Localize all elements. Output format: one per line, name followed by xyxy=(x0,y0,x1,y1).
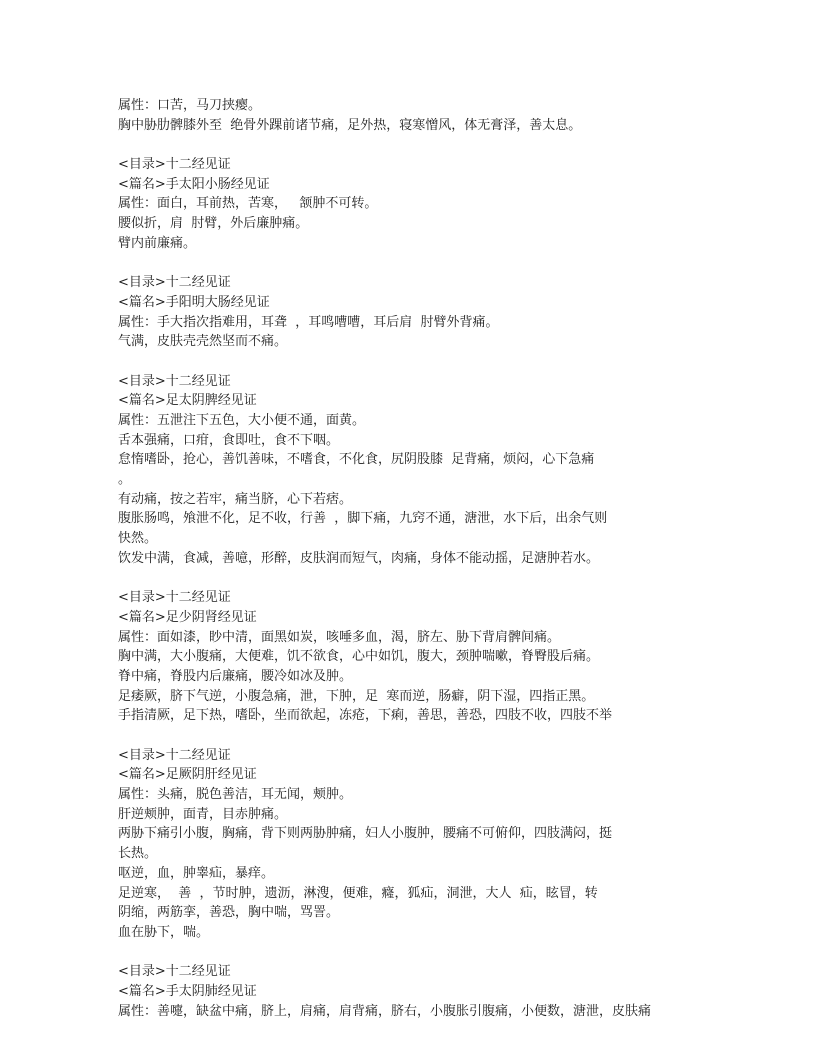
text-line: <目录>十二经见证 xyxy=(118,373,231,389)
text-line: <篇名>手阳明大肠经见证 xyxy=(118,294,270,310)
blank-line xyxy=(118,569,718,589)
text-line: 气满，皮肤壳壳然坚而不痛。 xyxy=(118,334,288,350)
text-line: 快然。 xyxy=(118,531,158,547)
text-line: 手指清厥，足下热，嗜卧，坐而欲起，冻疮，下痢，善思，善恐，四肢不收，四肢不举 xyxy=(118,708,613,724)
text-line: 足逆寒， 善 ，节时肿，遗沥，淋溲，便难，癃，狐疝，洞泄，大人 疝，眩冒，转 xyxy=(118,885,598,901)
text-line: 舌本强痛，口疳，食即吐，食不下咽。 xyxy=(118,432,340,448)
text-line: 足痿厥，脐下气逆，小腹急痛，泄，下肿，足 寒而逆，肠癖，阴下湿，四指正黑。 xyxy=(118,688,595,704)
text-line: 阴缩，两筋挛，善恐，胸中喘，骂詈。 xyxy=(118,905,340,921)
blank-line xyxy=(118,254,718,274)
text-line: 血在胁下，喘。 xyxy=(118,924,210,940)
blank-line xyxy=(118,135,718,155)
text-line: 属性：头痛，脱色善洁，耳无闻，颊肿。 xyxy=(118,787,353,803)
text-line: <目录>十二经见证 xyxy=(118,964,231,980)
text-line: 属性：面白，耳前热，苦寒， 颔肿不可转。 xyxy=(118,196,378,212)
text-line: 属性：五泄注下五色，大小便不通，面黄。 xyxy=(118,413,366,428)
text-line: 怠惰嗜卧，抢心，善饥善味，不嗜食，不化食，尻阴股膝 足背痛，烦闷，心下急痛 xyxy=(118,452,595,468)
text-line: 饮发中满，食减，善噫，形醉，皮肤润而短气，肉痛，身体不能动摇，足溏肿若水。 xyxy=(118,550,600,566)
text-line: 有动痛，按之若牢，痛当脐，心下若痞。 xyxy=(118,491,353,507)
blank-line xyxy=(118,352,718,372)
text-line: <篇名>足太阴脾经见证 xyxy=(118,393,257,409)
text-line: <篇名>足少阴肾经见证 xyxy=(118,609,257,625)
text-line: 属性：手大指次指难用，耳聋 ，耳鸣嘈嘈，耳后肩 肘臂外背痛。 xyxy=(118,314,499,330)
text-line: <目录>十二经见证 xyxy=(118,590,231,606)
text-line: 肝逆颊肿，面青，目赤肿痛。 xyxy=(118,806,288,822)
text-line: 脊中痛，脊股内后廉痛，腰冷如冰及肿。 xyxy=(118,668,353,684)
text-line: 腹胀肠鸣，飧泄不化，足不收，行善 ，脚下痛，九窍不通，溏泄，水下后，出余气则 xyxy=(118,511,608,527)
text-line: 。 xyxy=(118,472,132,488)
text-line: <篇名>手太阳小肠经见证 xyxy=(118,176,270,192)
text-line: 两胁下痛引小腹，胸痛，背下则两胁肿痛，妇人小腹肿，腰痛不可俯仰，四肢满闷，挺 xyxy=(118,826,613,842)
blank-line xyxy=(118,943,718,963)
text-line: <篇名>足厥阴肝经见证 xyxy=(118,767,257,783)
text-line: 属性：口苦，马刀挟瘿。 xyxy=(118,98,262,113)
text-line: 属性：面如漆，眇中清，面黑如炭，咳唾多血，渴，脐左、胁下背肩髀间痛。 xyxy=(118,629,561,645)
blank-line xyxy=(118,726,718,746)
text-line: <目录>十二经见证 xyxy=(118,747,231,763)
text-line: 长热。 xyxy=(118,846,158,862)
text-line: 属性：善嚏，缺盆中痛，脐上，肩痛，肩背痛，脐右，小腹胀引腹痛，小便数，溏泄，皮肤痛 xyxy=(118,1003,652,1019)
text-line: <目录>十二经见证 xyxy=(118,157,231,173)
document-page xyxy=(118,96,718,1021)
text-line: 臂内前廉痛。 xyxy=(118,235,197,251)
text-line: 胸中胁肋髀膝外至 绝骨外踝前诸节痛，足外热，寝寒憎风，体无膏泽，善太息。 xyxy=(118,117,582,133)
text-line: 腰似折，肩 肘臂，外后廉肿痛。 xyxy=(118,216,309,232)
text-line: 胸中满，大小腹痛，大便难，饥不欲食，心中如饥，腹大，颈肿喘嗽，脊臀股后痛。 xyxy=(118,649,600,665)
text-line: 呕逆，血，肿睾疝，暴痒。 xyxy=(118,865,275,881)
text-line: <篇名>手太阴肺经见证 xyxy=(118,983,257,999)
text-line: <目录>十二经见证 xyxy=(118,275,231,291)
